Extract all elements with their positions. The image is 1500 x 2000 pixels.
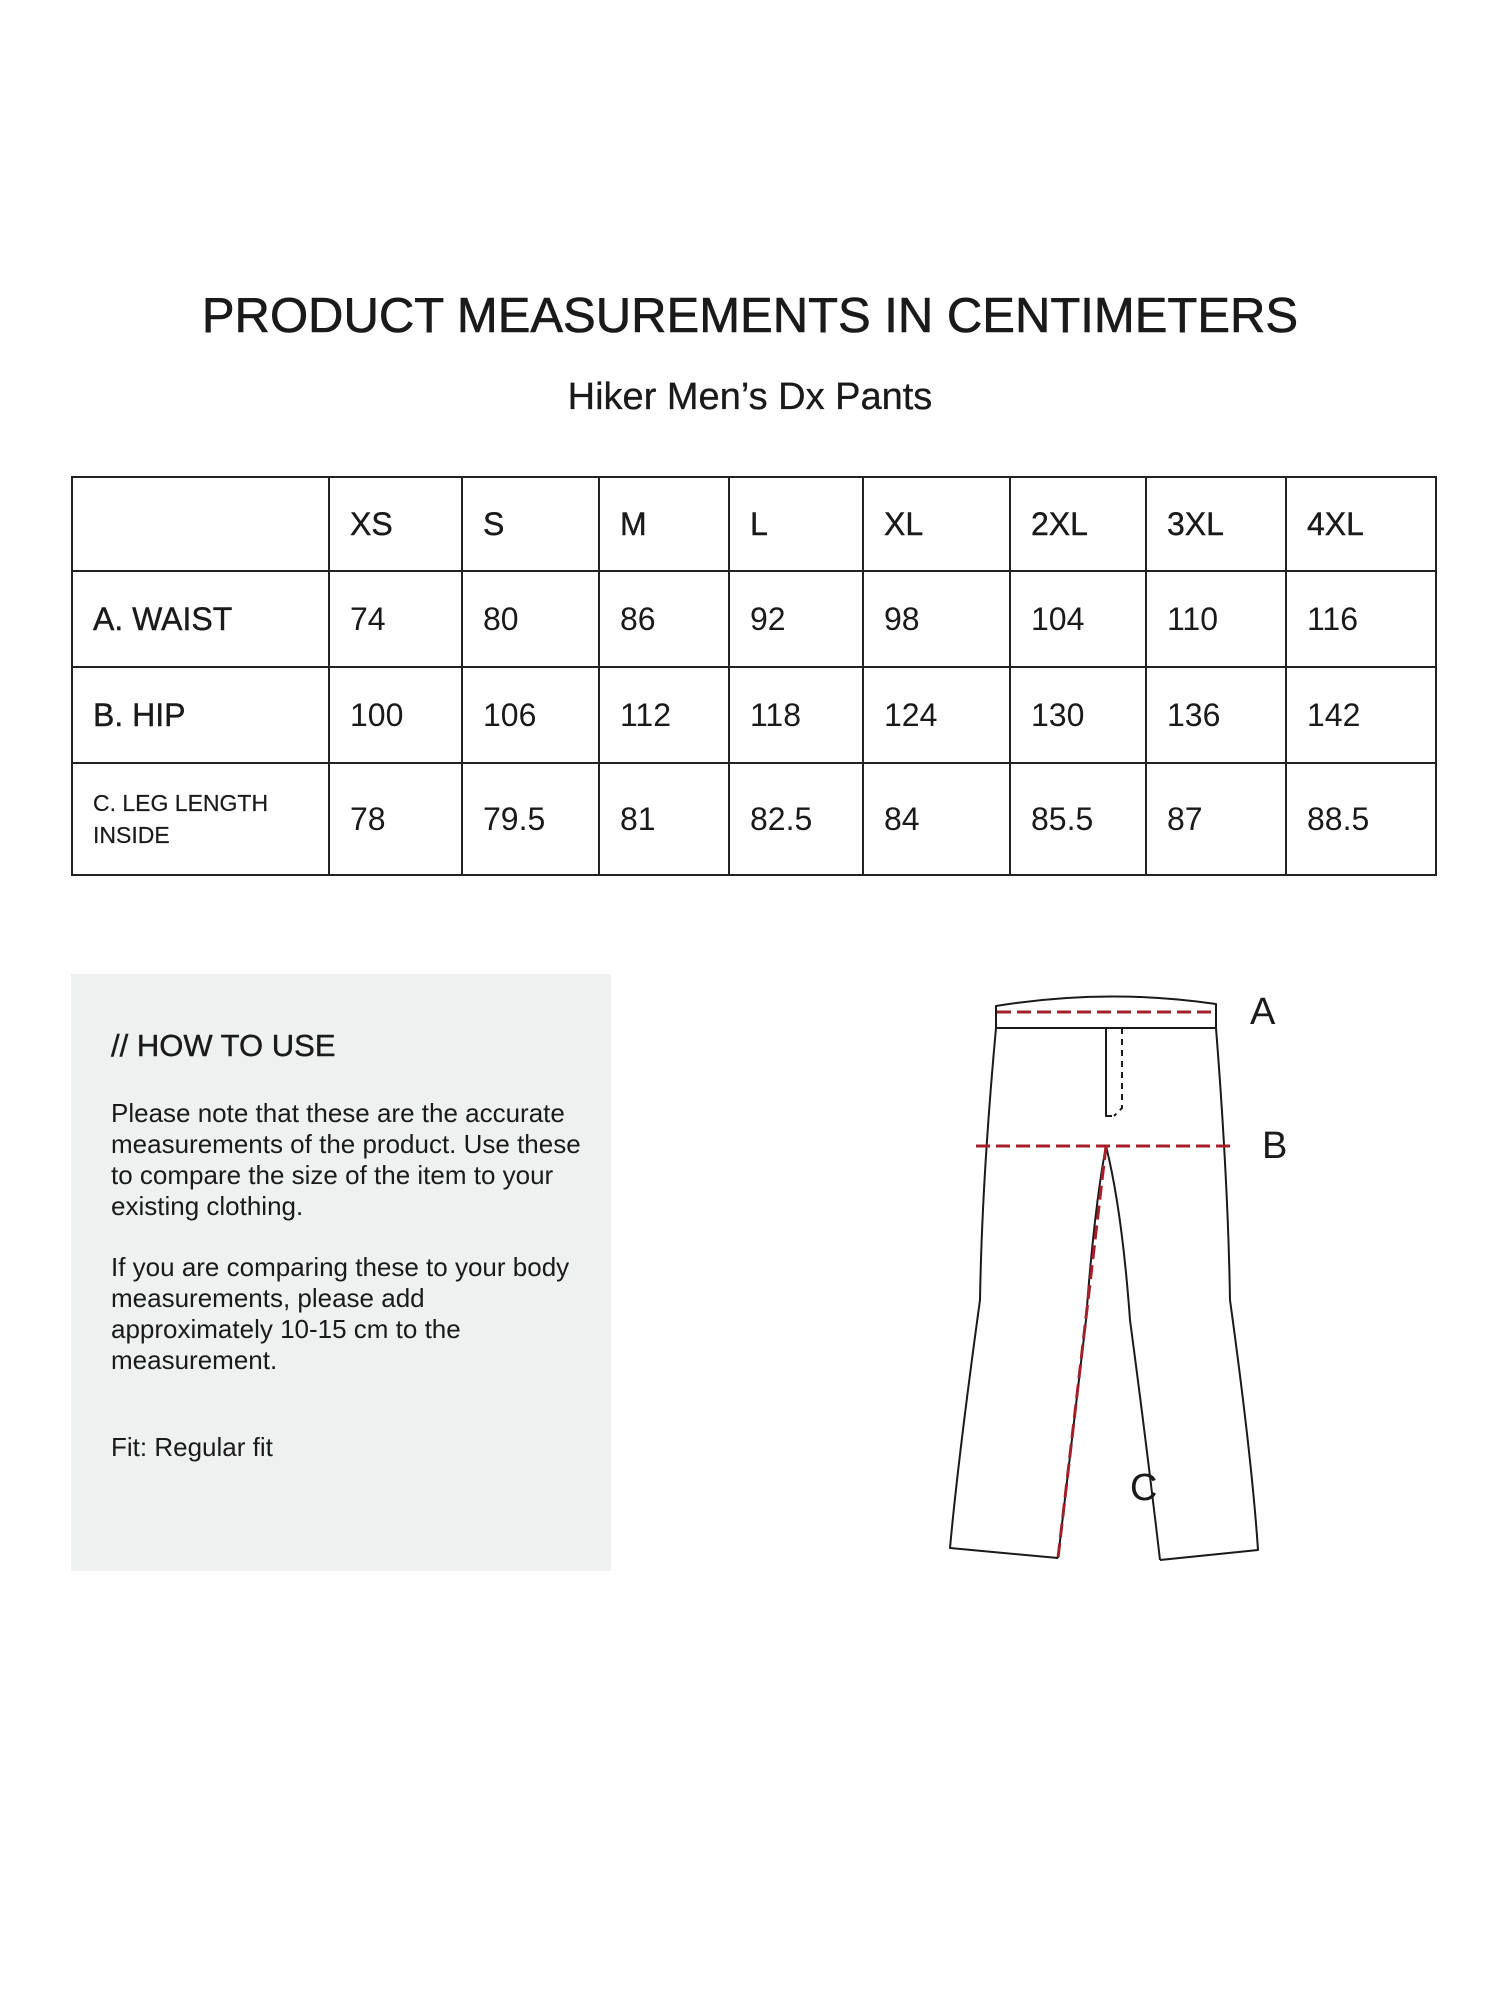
header-cell-xs: XS — [329, 477, 462, 571]
table-cell: 78 — [329, 763, 462, 875]
label-c: C — [1130, 1467, 1158, 1509]
fit-info: Fit: Regular fit — [111, 1432, 273, 1462]
table-cell: 118 — [729, 667, 863, 763]
how-to-use-heading: // HOW TO USE — [111, 1028, 336, 1063]
fly-stitch — [1114, 1028, 1122, 1116]
row-label-hip: B. HIP — [72, 667, 329, 763]
pants-outline-icon — [900, 960, 1320, 1580]
table-cell: 88.5 — [1286, 763, 1436, 875]
table-row-hip — [72, 667, 1436, 763]
measure-line-inseam — [1058, 1146, 1106, 1558]
row-label-line1: C. LEG LENGTH — [93, 790, 269, 816]
table-cell: 87 — [1146, 763, 1286, 875]
table-cell: 84 — [863, 763, 1010, 875]
size-chart-table — [71, 476, 1437, 876]
label-b: B — [1262, 1125, 1288, 1167]
table-cell: 81 — [599, 763, 729, 875]
how-to-use-paragraph-2: If you are comparing these to your body measurements, please add approximately 10-15 cm to the measurement. — [111, 1252, 570, 1375]
header-cell-4xl: 4XL — [1286, 477, 1436, 571]
left-leg-outline — [950, 1028, 1058, 1558]
table-cell: 124 — [863, 667, 1010, 763]
table-cell: 104 — [1010, 571, 1146, 667]
header-cell-m: M — [599, 477, 729, 571]
header-cell-2xl: 2XL — [1010, 477, 1146, 571]
table-cell: 116 — [1286, 571, 1436, 667]
table-header-row — [72, 477, 1436, 571]
table-cell: 110 — [1146, 571, 1286, 667]
table-cell: 98 — [863, 571, 1010, 667]
header-cell-s: S — [462, 477, 599, 571]
row-label-line2: INSIDE — [93, 822, 170, 848]
table-row-waist — [72, 571, 1436, 667]
table-cell: 142 — [1286, 667, 1436, 763]
label-a: A — [1250, 991, 1276, 1033]
right-leg-outline — [1160, 1028, 1258, 1560]
how-to-use-paragraph-1: Please note that these are the accurate measurements of the product. Use these to compare the size of the item to your existing clothing. — [111, 1098, 581, 1221]
header-cell-xl: XL — [863, 477, 1010, 571]
product-name: Hiker Men’s Dx Pants — [567, 376, 933, 418]
page-title: PRODUCT MEASUREMENTS IN CENTIMETERS — [201, 289, 1299, 343]
table-cell: 79.5 — [462, 763, 599, 875]
table-cell: 112 — [599, 667, 729, 763]
table-cell: 130 — [1010, 667, 1146, 763]
table-cell: 136 — [1146, 667, 1286, 763]
table-cell: 100 — [329, 667, 462, 763]
fly-outline — [1106, 1028, 1112, 1116]
table-cell: 92 — [729, 571, 863, 667]
header-cell-3xl: 3XL — [1146, 477, 1286, 571]
header-cell-empty — [72, 477, 329, 571]
header-cell-l: L — [729, 477, 863, 571]
how-to-use-panel — [71, 974, 611, 1571]
row-label-leg-length — [72, 763, 329, 875]
table-cell: 74 — [329, 571, 462, 667]
table-cell: 82.5 — [729, 763, 863, 875]
table-cell: 86 — [599, 571, 729, 667]
table-row-leg-length — [72, 763, 1436, 875]
table-cell: 80 — [462, 571, 599, 667]
row-label-waist: A. WAIST — [72, 571, 329, 667]
table-cell: 85.5 — [1010, 763, 1146, 875]
table-cell: 106 — [462, 667, 599, 763]
